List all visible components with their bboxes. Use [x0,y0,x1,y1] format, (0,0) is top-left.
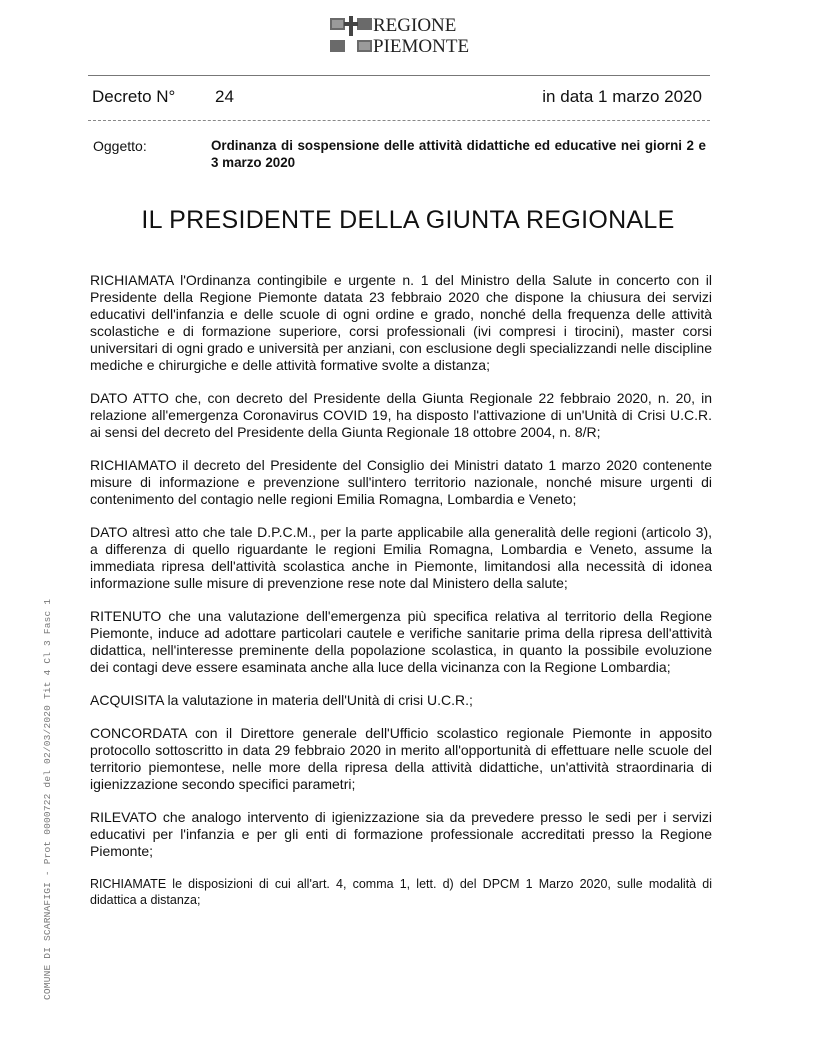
protocol-stamp: COMUNE DI SCARNAFIGI - Prot 0000722 del 02/03/2020 Tit 4 Cl 3 Fasc 1 [42,598,53,1000]
paragraph-concordata: CONCORDATA con il Direttore generale dell'Ufficio scolastico regionale Piemonte in apposito protocollo sottoscritto in data 29 febbraio 2020 in merito all'opportunità di effettuare nelle scuole del territorio piemontese, nelle more della ripresa della attività didattiche, un'attività straordinaria di igienizzazione secondo specifici parametri; [90,725,712,792]
decree-number: 24 [215,87,234,106]
regione-piemonte-logo [330,14,490,58]
document-body [90,272,712,924]
header-divider-top [88,75,710,76]
paragraph-richiamate: RICHIAMATE le disposizioni di cui all'art. 4, comma 1, lett. d) del DPCM 1 Marzo 2020, sulle modalità di didattica a distanza; [90,877,712,907]
subject-text: Ordinanza di sospensione delle attività didattiche ed educative nei giorni 2 e 3 marzo 2020 [211,138,706,170]
logo-line-piemonte: PIEMONTE [373,36,470,57]
paragraph-richiamata: RICHIAMATA l'Ordinanza contingibile e urgente n. 1 del Ministro della Salute in concerto con il Presidente della Regione Piemonte datata 23 febbraio 2020 che dispone la chiusura dei servizi educativi dell'infanzia e delle scuole di ogni ordine e grado, nonché della frequenza delle attività scolastiche e di formazione superiore, corsi professionali (ivi compresi i tirocini), master corsi universitari di ogni grado e università per anziani, con esclusione degli specializzandi nelle discipline mediche e chirurgiche e delle attività formative svolte a distanza; [90,272,712,373]
paragraph-rilevato: RILEVATO che analogo intervento di igienizzazione sia da prevedere presso le sedi per i servizi educativi per l'infanzia e per gli enti di formazione professionale accreditati presso la Regione Piemonte; [90,809,712,859]
paragraph-richiamato: RICHIAMATO il decreto del Presidente del Consiglio dei Ministri datato 1 marzo 2020 contenente misure di informazione e prevenzione sull'intero territorio nazionale, nonché misure urgenti di contenimento del contagio nelle regioni Emilia Romagna, Lombardia e Veneto; [90,457,712,507]
paragraph-dato-altresi: DATO altresì atto che tale D.P.C.M., per la parte applicabile alla generalità delle regioni (articolo 3), a differenza di quello riguardante le regioni Emilia Romagna, Lombardia e Veneto, assume la immediata ripresa dell'attività scolastica anche in Piemonte, limitandosi alla necessità di idonea informazione sulle misure di prevenzione rese note dal Ministero della salute; [90,524,712,591]
decree-date: in data 1 marzo 2020 [542,87,702,106]
header-divider-bottom [88,120,710,121]
paragraph-dato-atto: DATO ATTO che, con decreto del Presidente della Giunta Regionale 22 febbraio 2020, n. 20, in relazione all'emergenza Coronavirus COVID 19, ha disposto l'attivazione di un'Unità di Crisi U.C.R. ai sensi del decreto del Presidente della Giunta Regionale 18 ottobre 2004, n. 8/R; [90,390,712,440]
paragraph-ritenuto: RITENUTO che una valutazione dell'emergenza più specifica relativa al territorio della Regione Piemonte, induce ad adottare particolari cautele e verifiche sanitarie prima della ripresa dell'attività didattica, nell'interesse preminente della popolazione scolastica, in quanto la possibile evoluzione dei contagi deve essere esaminata anche alla luce della vicinanza con la Regione Lombardia; [90,608,712,675]
paragraph-acquisita: ACQUISITA la valutazione in materia dell'Unità di crisi U.C.R.; [90,692,473,708]
logo-line-regione: REGIONE [373,15,457,36]
subject-label: Oggetto: [93,138,147,154]
document-title: IL PRESIDENTE DELLA GIUNTA REGIONALE [141,206,675,234]
decree-info-row [92,87,702,111]
decree-label: Decreto N° [92,87,176,106]
regione-emblem-icon [330,16,372,56]
